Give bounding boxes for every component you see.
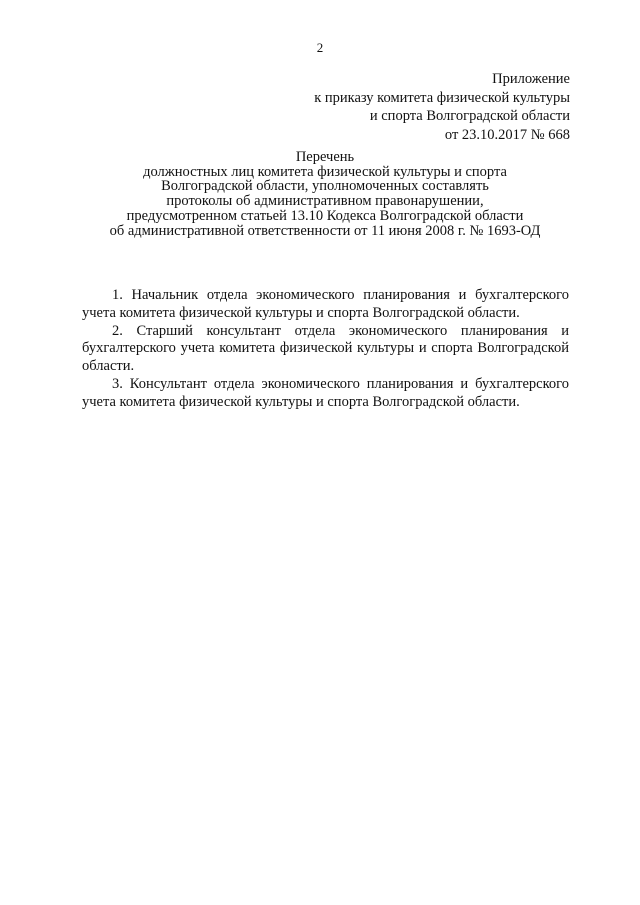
page-number: 2 [316,40,324,55]
appendix-header [210,70,570,144]
appendix-line-3: и спорта Волгоградской области [369,108,570,124]
appendix-line-2: к приказу комитета физической культуры [314,89,570,106]
title-line-1: должностных лиц комитета физической культуры и спорта [143,163,507,180]
list-item: 1. Начальник отдела экономического планирования и бухгалтерского учета комитета физической культуры и спорта Волгоградской области. [82,287,569,321]
positions-list [82,287,569,412]
title-line-3: протоколы об административном правонарушении, [166,193,484,210]
title-heading: Перечень [295,149,355,165]
title-line-4: предусмотренном статьей 13.10 Кодекса Волгоградской области [126,207,524,224]
appendix-line-1: Приложение [492,71,570,87]
list-item: 2. Старший консультант отдела экономического планирования и бухгалтерского учета комитета физической культуры и спорта Волгоградской области. [82,322,569,375]
appendix-line-4: от 23.10.2017 № 668 [444,126,570,143]
title-line-2: Волгоградской области, уполномоченных составлять [161,178,489,195]
title-line-5: об административной ответственности от 11 июня 2008 г. № 1693-ОД [109,222,541,239]
document-title [60,150,590,238]
list-item: 3. Консультант отдела экономического планирования и бухгалтерского учета комитета физической культуры и спорта Волгоградской области. [82,375,569,410]
